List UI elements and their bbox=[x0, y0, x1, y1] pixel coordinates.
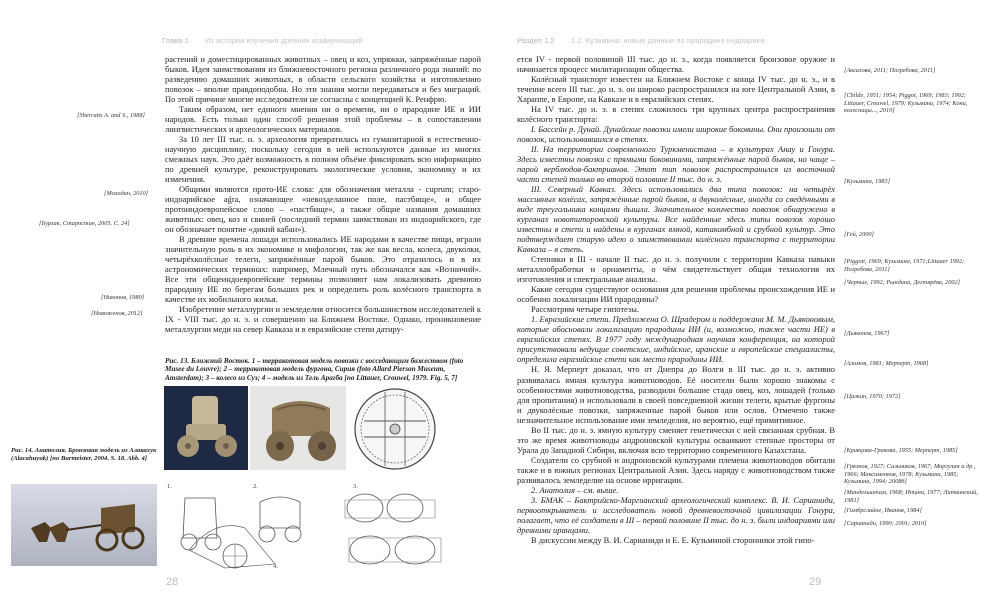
margin-note: [Гимбрслайне, Иванов, 1984] bbox=[844, 507, 922, 514]
figure-14-caption: Рис. 14. Анатолия. Бронзовая модель из Алакахук (Alacahuyuk) [no Burmeister, 2004. S. 18. Abb. 4] bbox=[11, 447, 157, 462]
paragraph: Какие сегодня существуют основания для решения проблемы происхождения ИЕ и особенно локализации ИИ прародины? bbox=[517, 284, 835, 305]
paragraph: 3. БМАК – Бактрийско-Маргианский археологический комплекс. В. И. Сарианиди, первооткрыватель и исследователь новой древневосточной цивилизации Гонура, полагает, что её создатели в III – первой половине II тыс. до н. э. были индоариями или древними иранцами. bbox=[517, 494, 835, 535]
paragraph: растений и доместицированных животных – овец и коз, упряжки, запряжённые парой быков. Идея заимствования из ближневосточного региона различного рода знаний: по разведению домашних животных, в области сельского хозяйства и изготовлению повозок – вполне правдоподобна. Но эти знания могли передаваться и без миграций. По этой причине многие исследователи не согласны с концепцией К. Ренфрю. bbox=[165, 54, 481, 105]
paragraph: В древние времена лошади использовались ИЕ народами в качестве пищи, играли значительную роль в их экономике и мифологии, так же как весла, колеса, двуколки, четырёхколёсные телеги, запряжённые парой быков. Это отразилось и в их астрономических терминах: например, Млечный путь обозначался как «Возничий». Все эти общеиндоевропейские термины позволяют нам локализовать древнюю прародину ИЕ по берегам больших рек и определить роль колёсного транспорта в качестве их мобильного жилья. bbox=[165, 234, 481, 305]
bronze-model-image bbox=[11, 484, 157, 566]
margin-note: [Новоженов, 2012] bbox=[91, 310, 143, 317]
paragraph: На IV тыс. до н. э. в степях сложилось три крупных центра распространения колёсного транспорта: bbox=[517, 104, 835, 125]
margin-note: [Кузьмина, 1983] bbox=[844, 178, 891, 185]
margin-note: [Бурлак, Старостин, 2005. С. 24] bbox=[39, 220, 130, 227]
margin-note: [Childe, 1951; 1954; Piggot, 1969; 1983; 1992; Littauer, Crouwel, 1979; Кузьмина, 1974; Кони, колесницы..., 2010] bbox=[844, 92, 968, 115]
left-page bbox=[0, 0, 495, 614]
paragraph: За 10 лет III тыс. н. э. археология превратилась из гуманитарной в естественно-научную дисциплину, поскольку сегодня в ней используются данные из многих смежных наук. Это даёт возможность в полном объёме фиксировать всю информацию по древней культуре, реконструировать экологические условия, экономику и их изменения. bbox=[165, 134, 481, 185]
drawing-wheel bbox=[352, 386, 438, 472]
paragraph: Таким образом, нет единого мнения ни о времени, ни о прародине ИЕ и ИИ народов. Есть только один способ решения этой проблемы – в сопоставлении лингвистических и археологических материалов. bbox=[165, 104, 481, 135]
figure-label-4: 4. bbox=[273, 563, 278, 570]
margin-note: [Кривцова-Гракова, 1955; Мерперт, 1985] bbox=[844, 447, 958, 454]
margin-note: [Алимов, 1981; Мерперт, 1968] bbox=[844, 360, 929, 367]
paragraph: Создатели со срубной и андроновской культурами племена животноводов обитали также и в южных регионах Центральной Азии. Здесь наряду с животноводством также развивалось земледелие на основе ирригации. bbox=[517, 454, 835, 485]
paragraph: Н. Я. Мерперт доказал, что от Днепра до Волги в III тыс. до н. э. активно развивалась ямная культура животноводов. Её носители были хорошо знакомы с особенностями животноводства, разводили большие стада овец, коз, лошадей (только для пропитания) и использовали в своей повседневной жизни телеги, крытые фургоны и двуколёсные повозки, запряженные парой быков или ослов. Отмечено также незначительное использование ими земледелия, но вероятно, ещё примитивное. bbox=[517, 364, 835, 425]
margin-note: [Черных, 1992; Рындина, Дегтярёва, 2002] bbox=[844, 279, 961, 286]
margin-note: [Аксалова, 2011; Погребова, 2011] bbox=[844, 67, 936, 74]
photo-terracotta-wagon bbox=[250, 386, 346, 470]
figure-label-1: 1. bbox=[167, 483, 172, 490]
paragraph: Изобретение металлургии и земледелия относится большинством исследователей к IX - VIII тыс. до н. э. и совершенно на Ближнем Востоке. Однако, проникновение металлургии меди на север Кавказа и в евразийские степи датиру- bbox=[165, 304, 481, 335]
running-head-left bbox=[162, 36, 363, 45]
paragraph: ется IV - первой половиной III тыс. до н. э., когда появляется бронзовое оружие и начинается процесс милитаризации общества. bbox=[517, 54, 835, 75]
photo-figurine-wagon bbox=[164, 386, 248, 470]
paragraph: В дискуссии между В. И. Сарианиди и Е. Е. Кузьминой сторонники этой гипо- bbox=[531, 534, 815, 545]
wagon-figurine-image bbox=[164, 386, 248, 470]
running-head-subtitle: Из истории изучения древних коммуникаций bbox=[204, 36, 363, 45]
body-text-right bbox=[517, 54, 835, 545]
margin-note: [Никонов, 1980] bbox=[101, 294, 145, 301]
wheel-drawing bbox=[352, 386, 438, 472]
paragraph: Колёсный транспорт известен на Ближнем Востоке с конца IV тыс. до н. э., и в течение всего III тыс. до н. э. он широко распространился на юге Центральной Азии, в Хараппе, в Европе, на Кавказе и в евразийских степях. bbox=[517, 74, 835, 105]
margin-note: [Грязнов, 1927; Сальников, 1967; Маргулан и др., 1966; Максименков, 1978; Кузьмина, 1985; Кузьмина, 1994; 2008б] bbox=[844, 463, 976, 486]
margin-note: [Дьяконов, 1967] bbox=[844, 330, 890, 337]
margin-note: [Sherratts A. and S., 1988] bbox=[77, 112, 145, 119]
margin-note: [Молодин, 2010] bbox=[104, 190, 149, 197]
paragraph: 1. Евразийские степи. Предложена О. Шрадером и поддержана М. М. Дьяконовым, которые обосновали локализацию прародины ИИ (и, возможно, также части ИЕ) в евразийских степях. В 1977 году международная научная конференция, на которой присутствовали ведущие советские, индийские, иранские и европейские специалисты, определила евразийские степи как место прародины ИИ. bbox=[517, 314, 835, 365]
paragraph: Степняки в III - начале II тыс. до н. э. получили с территории Кавказа навыки металлообработки и орнаменты, о чём свидетельствует общая технология их изготовления и спектральные анализы. bbox=[517, 254, 835, 285]
body-text-left bbox=[165, 54, 481, 334]
paragraph: 2. Анатолия – см. выше. bbox=[531, 484, 619, 495]
paragraph: Общими являются прото-ИЕ слова: для обозначения металла - cuprum; старо-индоарийское aǵra, означающее «невозделанное поле, пастбище», и общее протоиндоевропейское слово – «пастбище», а также общие названия домашних животных: овец, коз и свиней (последний термин заимствован из индоарийского, где он обозначает понятие «дикий кабан»). bbox=[165, 184, 481, 235]
chariot-drawings bbox=[165, 478, 455, 574]
paragraph: III. Северный Кавказ. Здесь использовались два типа повозок: на четырёх массивных колёсах, запряжённые парой быков, и двуколёсные, иногда со сведёнными в виде треугольника концами дышла. Значительное количество повозок обнаружено в курганах новотиторовской культуры. Все найденные здесь типы повозок хорошо известны в степи и найдены в курганах ямной, катакомбной и срубной культур. Это подтверждает старую идею о заимствовании колёсного транспорта с территории Кавказа – в степь. bbox=[517, 184, 835, 255]
margin-note: [Сарианиди, 1990; 2001; 2010] bbox=[844, 520, 927, 527]
paragraph: Во II тыс. до н. э. ямную культуру сменяет генетически с ней связанная срубная. В это же время животноводы андроновской культуры осваивают степные просторы от Урала до Западной Сибири, включая всю территорию современного Казахстана. bbox=[517, 424, 835, 455]
margin-note: [Piggott, 1969; Кузьмина, 1971;Littauer 1992; Погребова, 2011] bbox=[844, 258, 965, 273]
margin-note: [Гей, 2000] bbox=[844, 231, 874, 238]
page-number-right: 29 bbox=[809, 576, 822, 588]
figure-label-3: 3. bbox=[353, 483, 358, 490]
paragraph: I. Бассейн р. Дунай. Дунайские повозки имели широкие боковины. Они произошли от повозок, использовавшихся в степях. bbox=[517, 124, 835, 145]
terracotta-wagon-image bbox=[250, 386, 346, 470]
paragraph: II. На территории современного Туркменистана – в культурах Анау и Гонура. Здесь известны повозки с прямыми боковинами, запряжённые парой быков, но чаще – парой верблюдов-бактрианов. Этот тип повозок распространился из восточной части степей только во второй половине II тыс. до н. э. bbox=[517, 144, 835, 185]
margin-note: [Цалкин, 1970; 1972] bbox=[844, 393, 901, 400]
running-head-chapter: Раздел 1.2 bbox=[517, 36, 555, 45]
figure-13-caption: Рис. 13. Ближний Восток. 1 – терракотовая модель повозки с восседающим божеством (foto Musee du Louvre); 2 – терракотовая модель фургона, Сирия (foto Allard Pierson Museum, Amsterdam); 3 – колесо из Суз; 4 – модель из Тель Арагба [no Littauer, Crouwel, 1979. Fig. 5, 7] bbox=[165, 357, 464, 382]
running-head-subtitle: 1.2. Кузьмина: новые данные по прародине индоариев bbox=[570, 36, 765, 45]
running-head-chapter: Глава 1 bbox=[162, 36, 189, 45]
page-number-left: 28 bbox=[166, 576, 179, 588]
drawing-chariot-models bbox=[165, 478, 455, 574]
figure-label-2: 2. bbox=[253, 483, 258, 490]
running-head-right bbox=[517, 36, 765, 45]
photo-alacahuyuk-model bbox=[11, 484, 157, 566]
margin-note: [Мандельштам, 1968; Итина, 1977; Литвинский, 1981] bbox=[844, 489, 978, 504]
paragraph: Рассмотрим четыре гипотезы. bbox=[531, 304, 640, 315]
right-page bbox=[495, 0, 991, 614]
